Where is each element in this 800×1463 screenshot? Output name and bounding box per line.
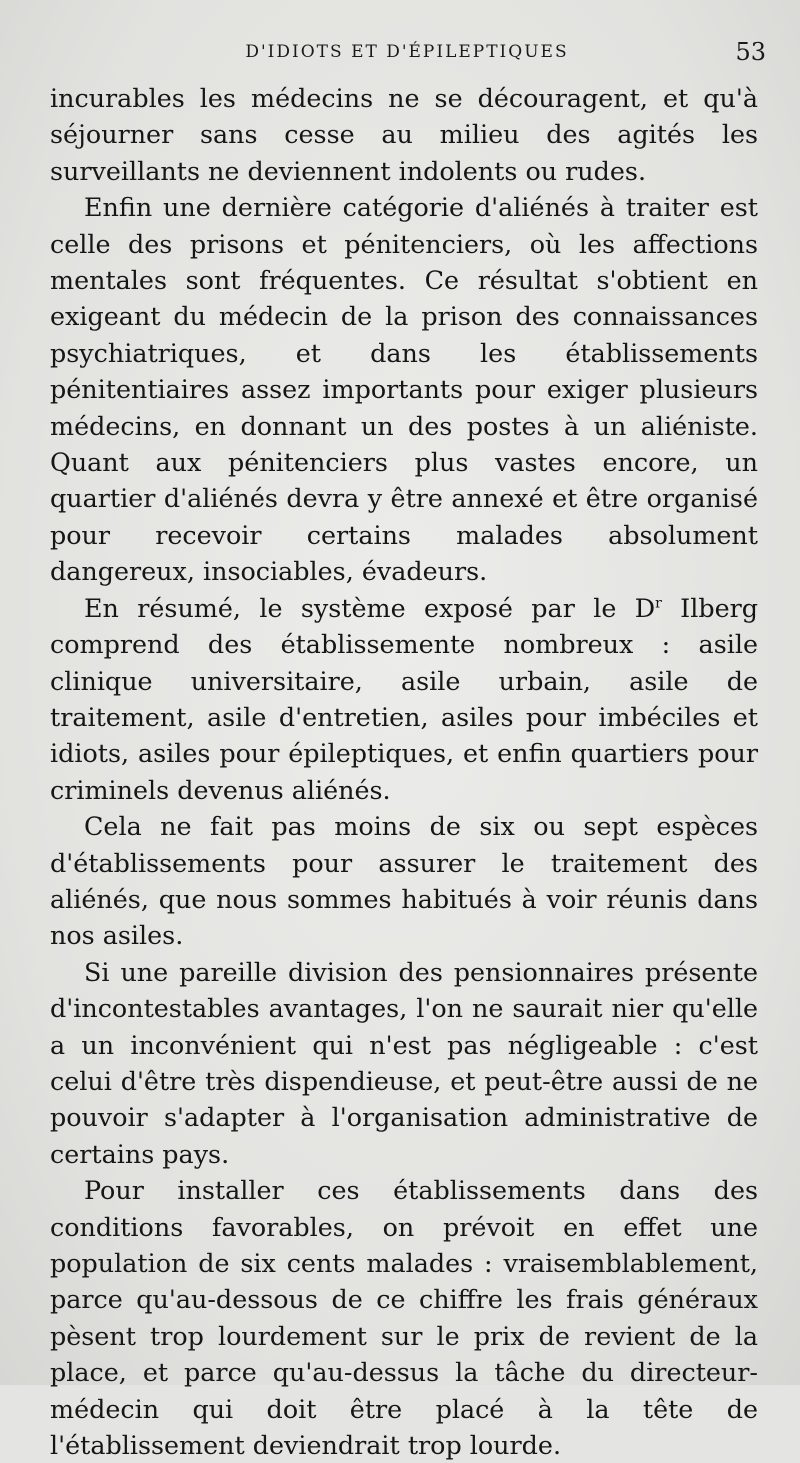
running-head: D'IDIOTS ET D'ÉPILEPTIQUES	[245, 42, 569, 62]
page-number: 53	[735, 38, 766, 66]
paragraph-prisons: Enfin une dernière catégorie d'aliénés à traiter est celle des prisons et pénitenciers, où les affections mentales sont fréquentes. Ce résultat s'obtient en exigeant du médecin de la prison des connaissances psychiatriques, et dans les établissements pénitentiaires assez importants pour exiger plusieurs médecins, en donnant un des postes à un aliéniste. Quant aux pénitenciers plus vastes encore, un quartier d'aliénés devra y être annexé et être organisé pour recevoir certains malades absolument dangereux, insociables, évadeurs.	[50, 192, 758, 587]
paragraph-especes: Cela ne fait pas moins de six ou sept espèces d'établissements pour assurer le traitement des aliénés, que nous sommes habitués à voir réunis dans nos asiles.	[50, 811, 758, 951]
doctor-superscript: r	[655, 595, 662, 612]
page-header	[48, 38, 766, 72]
paragraph-resume	[50, 590, 758, 808]
paragraph-installation: Pour installer ces établissements dans des conditions favorables, on prévoit en effet une population de six cents malades : vraisemblablement, parce qu'au-dessous de ce chiffre les frais généraux pèsent trop lourdement sur le prix de revient de la place, et parce qu'au-dessus la tâche du directeur-médecin qui doit être placé à la tête de l'établissement deviendrait trop lourde.	[50, 1175, 758, 1461]
paragraph-continuation: incurables les médecins ne se découragent, et qu'à séjourner sans cesse au milieu des agités les surveillants ne deviennent indolents ou rudes.	[50, 83, 758, 186]
paragraph-division: Si une pareille division des pensionnaires présente d'incontestables avantages, l'on ne saurait nier qu'elle a un inconvénient qui n'est pas négligeable : c'est celui d'être très dispendieuse, et peut-être aussi de ne pouvoir s'adapter à l'organisation administrative de certains pays.	[50, 956, 758, 1169]
resume-text-end: Ilberg comprend des établissemente nombreux : asile clinique universitaire, asile urbain, asile de traitement, asile d'entretien, asiles pour imbéciles et idiots, asiles pour épileptiques, et enfin quartiers pour criminels devenus aliénés.	[50, 592, 758, 805]
body-text	[50, 80, 758, 1463]
resume-text-start: En résumé, le système exposé par le D	[84, 592, 656, 623]
